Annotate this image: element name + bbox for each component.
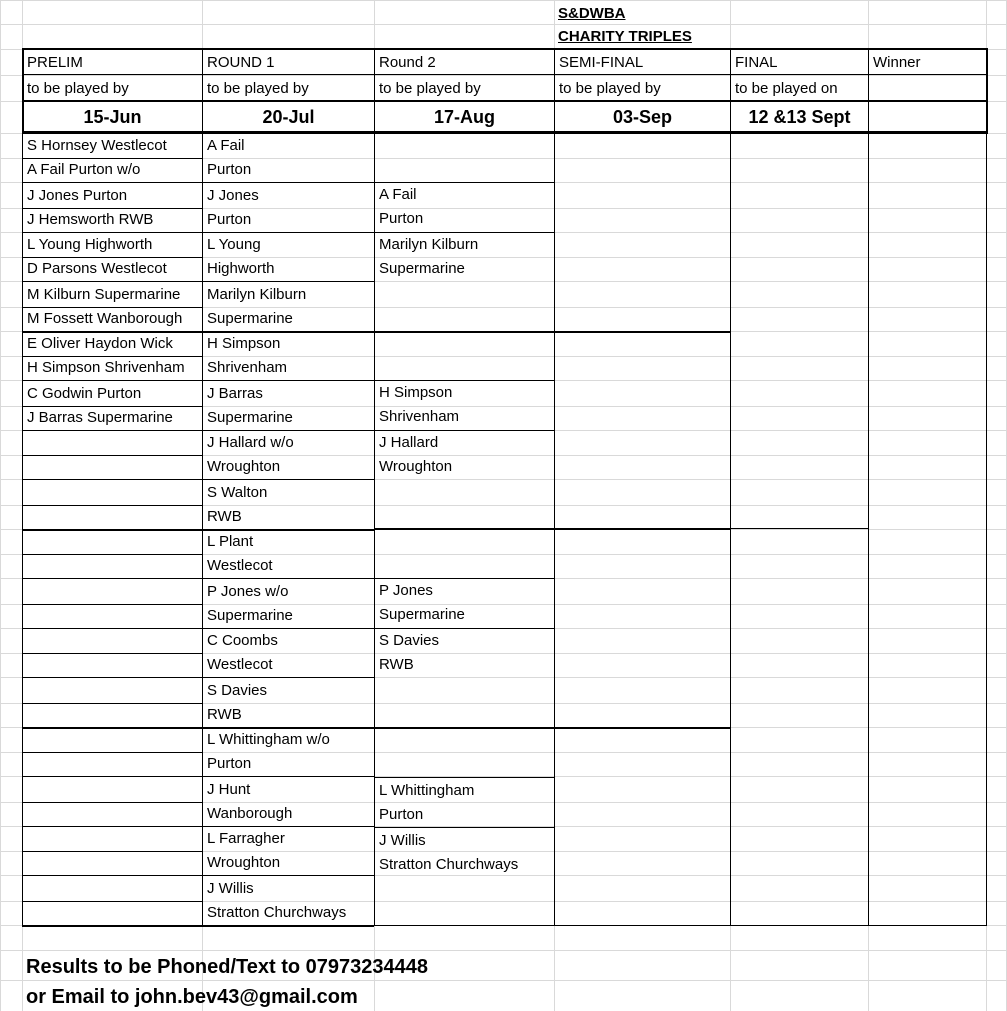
bracket-border bbox=[22, 479, 202, 480]
bracket-border bbox=[374, 430, 554, 431]
col-header-round1: ROUND 1 bbox=[207, 54, 275, 71]
bracket-border bbox=[22, 455, 202, 456]
prelim-entry bbox=[23, 877, 202, 901]
round2-entry: P Jones bbox=[379, 582, 433, 599]
bracket-border bbox=[202, 628, 374, 629]
bracket-border bbox=[202, 479, 374, 480]
bracket-border bbox=[374, 232, 554, 233]
col-header-final: FINAL bbox=[735, 54, 778, 71]
bracket-border bbox=[22, 48, 24, 134]
gridline bbox=[0, 980, 1007, 981]
bracket-border bbox=[22, 802, 202, 803]
prelim-entry: J Hemsworth RWB bbox=[27, 210, 154, 228]
bracket-border bbox=[22, 727, 202, 729]
round1-entry: S Walton bbox=[207, 483, 268, 501]
prelim-entry: S Hornsey Westlecot bbox=[27, 137, 167, 154]
round1-entry: J Hallard w/o bbox=[207, 434, 294, 451]
prelim-entry bbox=[23, 778, 202, 802]
prelim-entry bbox=[23, 604, 202, 628]
prelim-entry bbox=[23, 653, 202, 677]
round1-entry: P Jones w/o bbox=[207, 582, 289, 600]
footer-phone-line: Results to be Phoned/Text to 07973234448 bbox=[26, 956, 429, 978]
round2-entry: Supermarine bbox=[379, 606, 465, 623]
bracket-border bbox=[374, 331, 554, 333]
prelim-entry bbox=[23, 431, 202, 455]
bracket-border bbox=[22, 406, 202, 407]
played-winner bbox=[869, 77, 985, 101]
played-by-round2: to be played by bbox=[379, 80, 481, 97]
bracket-border bbox=[22, 307, 202, 308]
bracket-border bbox=[22, 851, 202, 852]
prelim-entry bbox=[23, 901, 202, 925]
gridline bbox=[0, 0, 1007, 1]
bracket-border bbox=[202, 727, 374, 729]
gridline bbox=[0, 75, 1007, 76]
bracket-border bbox=[202, 677, 374, 678]
col-header-winner: Winner bbox=[873, 54, 921, 71]
date-final: 12 &13 Sept bbox=[748, 107, 851, 127]
gridline bbox=[0, 0, 1, 1011]
bracket-border bbox=[22, 875, 202, 876]
round2-entry: Wroughton bbox=[379, 458, 453, 475]
round1-entry: S Davies bbox=[207, 681, 268, 699]
org-title: S&DWBA bbox=[558, 5, 626, 22]
prelim-entry bbox=[23, 481, 202, 505]
col-header-semifinal: SEMI-FINAL bbox=[559, 54, 644, 71]
bracket-border bbox=[22, 628, 202, 629]
round2-entry: L Whittingham bbox=[379, 782, 475, 799]
prelim-entry bbox=[23, 802, 202, 826]
round1-entry: C Coombs bbox=[207, 632, 278, 649]
bracket-border bbox=[202, 826, 374, 827]
bracket-border bbox=[374, 827, 554, 828]
col-header-round2: Round 2 bbox=[379, 54, 436, 71]
bracket-border bbox=[202, 232, 374, 233]
prelim-entry: J Barras Supermarine bbox=[27, 408, 173, 426]
bracket-border bbox=[22, 430, 202, 431]
gridline bbox=[0, 950, 1007, 951]
bracket-border bbox=[554, 134, 555, 926]
prelim-entry bbox=[23, 554, 202, 578]
date-semifinal: 03-Sep bbox=[612, 107, 673, 127]
round1-entry: Highworth bbox=[207, 260, 275, 277]
bracket-border bbox=[374, 727, 554, 729]
round1-entry: Wroughton bbox=[207, 458, 281, 475]
prelim-entry: A Fail Purton w/o bbox=[27, 161, 141, 178]
round1-entry: Westlecot bbox=[207, 656, 273, 673]
bracket-border bbox=[22, 776, 202, 777]
round2-entry: Stratton Churchways bbox=[379, 856, 519, 873]
round1-entry: Shrivenham bbox=[207, 359, 288, 376]
bracket-border bbox=[22, 604, 202, 605]
round2-entry: A Fail bbox=[379, 186, 417, 203]
round1-entry: J Hunt bbox=[207, 780, 251, 798]
prelim-entry: C Godwin Purton bbox=[27, 384, 142, 402]
bracket-border bbox=[22, 380, 202, 381]
prelim-entry bbox=[23, 728, 202, 752]
date-round2: 17-Aug bbox=[433, 107, 495, 127]
round1-entry: Wroughton bbox=[207, 854, 281, 871]
round1-entry: Supermarine bbox=[207, 408, 293, 426]
round1-entry: J Jones bbox=[207, 186, 259, 204]
bracket-border bbox=[554, 528, 730, 530]
bracket-border bbox=[986, 48, 988, 134]
bracket-border bbox=[22, 925, 202, 927]
col-header-prelim: PRELIM bbox=[27, 54, 83, 71]
bracket-border bbox=[374, 182, 554, 183]
event-title: CHARITY TRIPLES bbox=[558, 28, 692, 45]
bracket-border bbox=[22, 257, 202, 258]
bracket-border bbox=[22, 182, 202, 183]
bracket-border bbox=[22, 529, 202, 531]
round2-entry: RWB bbox=[379, 656, 414, 673]
prelim-entry bbox=[23, 851, 202, 875]
bracket-border bbox=[22, 901, 202, 902]
prelim-entry bbox=[23, 629, 202, 653]
round1-entry: J Willis bbox=[207, 879, 254, 897]
round1-entry: L Farragher bbox=[207, 830, 285, 847]
gridline bbox=[0, 24, 1007, 25]
bracket-border bbox=[22, 158, 202, 159]
played-on-final: to be played on bbox=[735, 80, 838, 97]
round1-entry: RWB bbox=[207, 507, 242, 525]
bracket-border bbox=[22, 653, 202, 654]
round2-entry: H Simpson bbox=[379, 384, 453, 401]
bracket-border bbox=[730, 528, 868, 529]
bracket-border bbox=[22, 554, 202, 555]
round2-entry: Shrivenham bbox=[379, 408, 460, 425]
bracket-border bbox=[22, 703, 202, 704]
round2-entry: Supermarine bbox=[379, 260, 465, 277]
prelim-entry bbox=[23, 530, 202, 554]
bracket-border bbox=[22, 232, 202, 233]
bracket-border bbox=[202, 430, 374, 431]
round2-entry: J Hallard bbox=[379, 434, 439, 451]
bracket-border bbox=[202, 776, 374, 777]
bracket-border bbox=[868, 48, 869, 134]
bracket-border bbox=[22, 48, 987, 50]
prelim-entry: L Young Highworth bbox=[27, 236, 153, 253]
round1-entry: Wanborough bbox=[207, 804, 293, 822]
bracket-border bbox=[374, 925, 987, 926]
bracket-border bbox=[202, 529, 374, 531]
prelim-entry bbox=[23, 455, 202, 479]
bracket-border bbox=[202, 925, 374, 927]
bracket-border bbox=[202, 380, 374, 381]
round2-entry: J Willis bbox=[379, 832, 426, 849]
bracket-border bbox=[22, 131, 987, 134]
prelim-entry bbox=[23, 827, 202, 851]
round1-entry: Stratton Churchways bbox=[207, 903, 347, 921]
bracket-border bbox=[374, 578, 554, 579]
played-by-semifinal: to be played by bbox=[559, 80, 661, 97]
round1-entry: L Plant bbox=[207, 533, 254, 550]
bracket-border bbox=[22, 208, 202, 209]
bracket-border bbox=[22, 356, 202, 357]
round1-entry: A Fail bbox=[207, 137, 245, 154]
footer-email-line: or Email to john.bev43@gmail.com bbox=[26, 986, 358, 1008]
bracket-border bbox=[374, 628, 554, 629]
bracket-border bbox=[374, 777, 554, 778]
bracket-border bbox=[554, 331, 730, 333]
bracket-border bbox=[986, 134, 987, 926]
bracket-border bbox=[554, 727, 730, 729]
prelim-entry: D Parsons Westlecot bbox=[27, 260, 167, 277]
date-winner bbox=[869, 102, 985, 132]
bracket-border bbox=[22, 505, 202, 506]
round2-entry: Marilyn Kilburn bbox=[379, 236, 479, 253]
round1-entry: Purton bbox=[207, 210, 252, 228]
prelim-entry: E Oliver Haydon Wick bbox=[27, 335, 173, 352]
bracket-border bbox=[374, 528, 554, 530]
round1-entry: Supermarine bbox=[207, 606, 293, 624]
bracket-border bbox=[22, 100, 987, 102]
round1-entry: L Young bbox=[207, 236, 261, 253]
round2-entry: Purton bbox=[379, 210, 424, 227]
prelim-entry bbox=[23, 580, 202, 604]
date-prelim: 15-Jun bbox=[83, 107, 142, 127]
prelim-entry: J Jones Purton bbox=[27, 186, 128, 204]
prelim-entry: M Kilburn Supermarine bbox=[27, 285, 181, 303]
bracket-border bbox=[554, 48, 555, 134]
bracket-border bbox=[202, 48, 203, 134]
round1-entry: Westlecot bbox=[207, 557, 273, 574]
round1-entry: Supermarine bbox=[207, 309, 293, 327]
bracket-border bbox=[22, 826, 202, 827]
round1-entry: Purton bbox=[207, 161, 252, 178]
bracket-border bbox=[374, 48, 375, 134]
played-by-prelim: to be played by bbox=[27, 80, 129, 97]
bracket-border bbox=[868, 134, 869, 926]
bracket-border bbox=[730, 48, 731, 134]
round1-entry: RWB bbox=[207, 705, 242, 723]
round1-entry: J Barras bbox=[207, 384, 263, 402]
prelim-entry: H Simpson Shrivenham bbox=[27, 359, 185, 376]
bracket-border bbox=[22, 677, 202, 678]
bracket-border bbox=[374, 380, 554, 381]
prelim-entry bbox=[23, 703, 202, 727]
round1-entry: H Simpson bbox=[207, 335, 281, 352]
bracket-border bbox=[22, 331, 202, 333]
played-by-round1: to be played by bbox=[207, 80, 309, 97]
round1-entry: L Whittingham w/o bbox=[207, 731, 330, 748]
bracket-border bbox=[202, 281, 374, 282]
bracket-border bbox=[374, 134, 375, 926]
round2-entry: S Davies bbox=[379, 632, 440, 649]
bracket-border bbox=[22, 74, 987, 75]
bracket-border bbox=[202, 578, 374, 579]
bracket-border bbox=[22, 752, 202, 753]
prelim-entry bbox=[23, 752, 202, 776]
round1-entry: Purton bbox=[207, 755, 252, 772]
bracket-border bbox=[730, 134, 731, 926]
date-round1: 20-Jul bbox=[262, 107, 315, 127]
round1-entry: Marilyn Kilburn bbox=[207, 285, 307, 303]
prelim-entry bbox=[23, 679, 202, 703]
prelim-entry: M Fossett Wanborough bbox=[27, 309, 183, 327]
bracket-border bbox=[202, 182, 374, 183]
prelim-entry bbox=[23, 505, 202, 529]
round2-entry: Purton bbox=[379, 806, 424, 823]
bracket-border bbox=[22, 281, 202, 282]
bracket-border bbox=[202, 331, 374, 333]
bracket-border bbox=[202, 875, 374, 876]
bracket-border bbox=[22, 578, 202, 579]
